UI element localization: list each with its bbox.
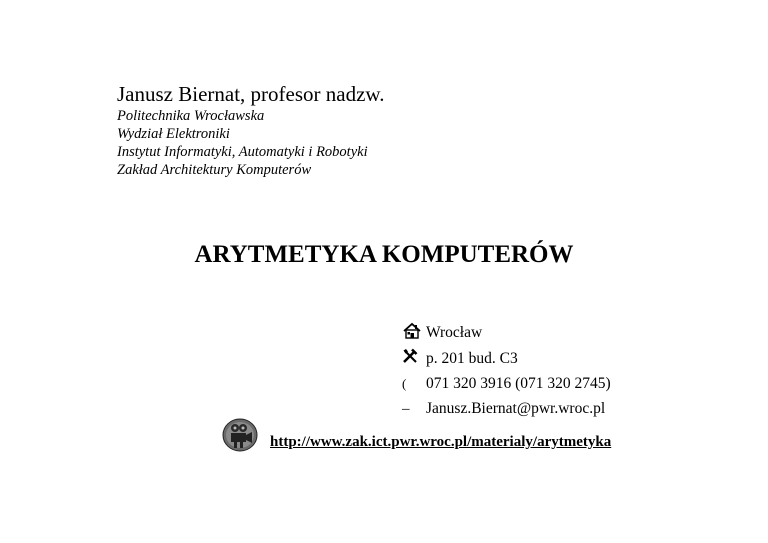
contact-room: p. 201 bud. C3 xyxy=(426,350,518,367)
contact-email-row xyxy=(402,399,605,419)
tools-icon xyxy=(402,348,426,370)
contact-city-row xyxy=(402,323,482,343)
author-name: Janusz Biernat, profesor nadzw. xyxy=(117,82,385,106)
house-icon xyxy=(402,322,426,345)
affiliation-institute: Instytut Informatyki, Automatyki i Robotyki xyxy=(117,144,368,160)
mail-icon: – xyxy=(402,401,410,417)
affiliation-department: Zakład Architektury Komputerów xyxy=(117,162,312,178)
contact-room-row xyxy=(402,349,518,369)
camera-icon xyxy=(222,418,258,452)
phone-icon: ( xyxy=(402,376,407,391)
contact-email[interactable]: Janusz.Biernat@pwr.wroc.pl xyxy=(426,400,606,417)
affiliation-faculty: Wydział Elektroniki xyxy=(117,126,230,142)
affiliation-university: Politechnika Wrocławska xyxy=(117,108,265,124)
contact-city: Wrocław xyxy=(426,324,483,341)
document-title: ARYTMETYKA KOMPUTERÓW xyxy=(194,241,574,268)
contact-phone: 071 320 3916 (071 320 2745) xyxy=(426,375,611,392)
contact-phone-row xyxy=(402,374,611,394)
course-materials-link[interactable]: http://www.zak.ict.pwr.wroc.pl/materialy/arytmetyka xyxy=(270,434,612,450)
